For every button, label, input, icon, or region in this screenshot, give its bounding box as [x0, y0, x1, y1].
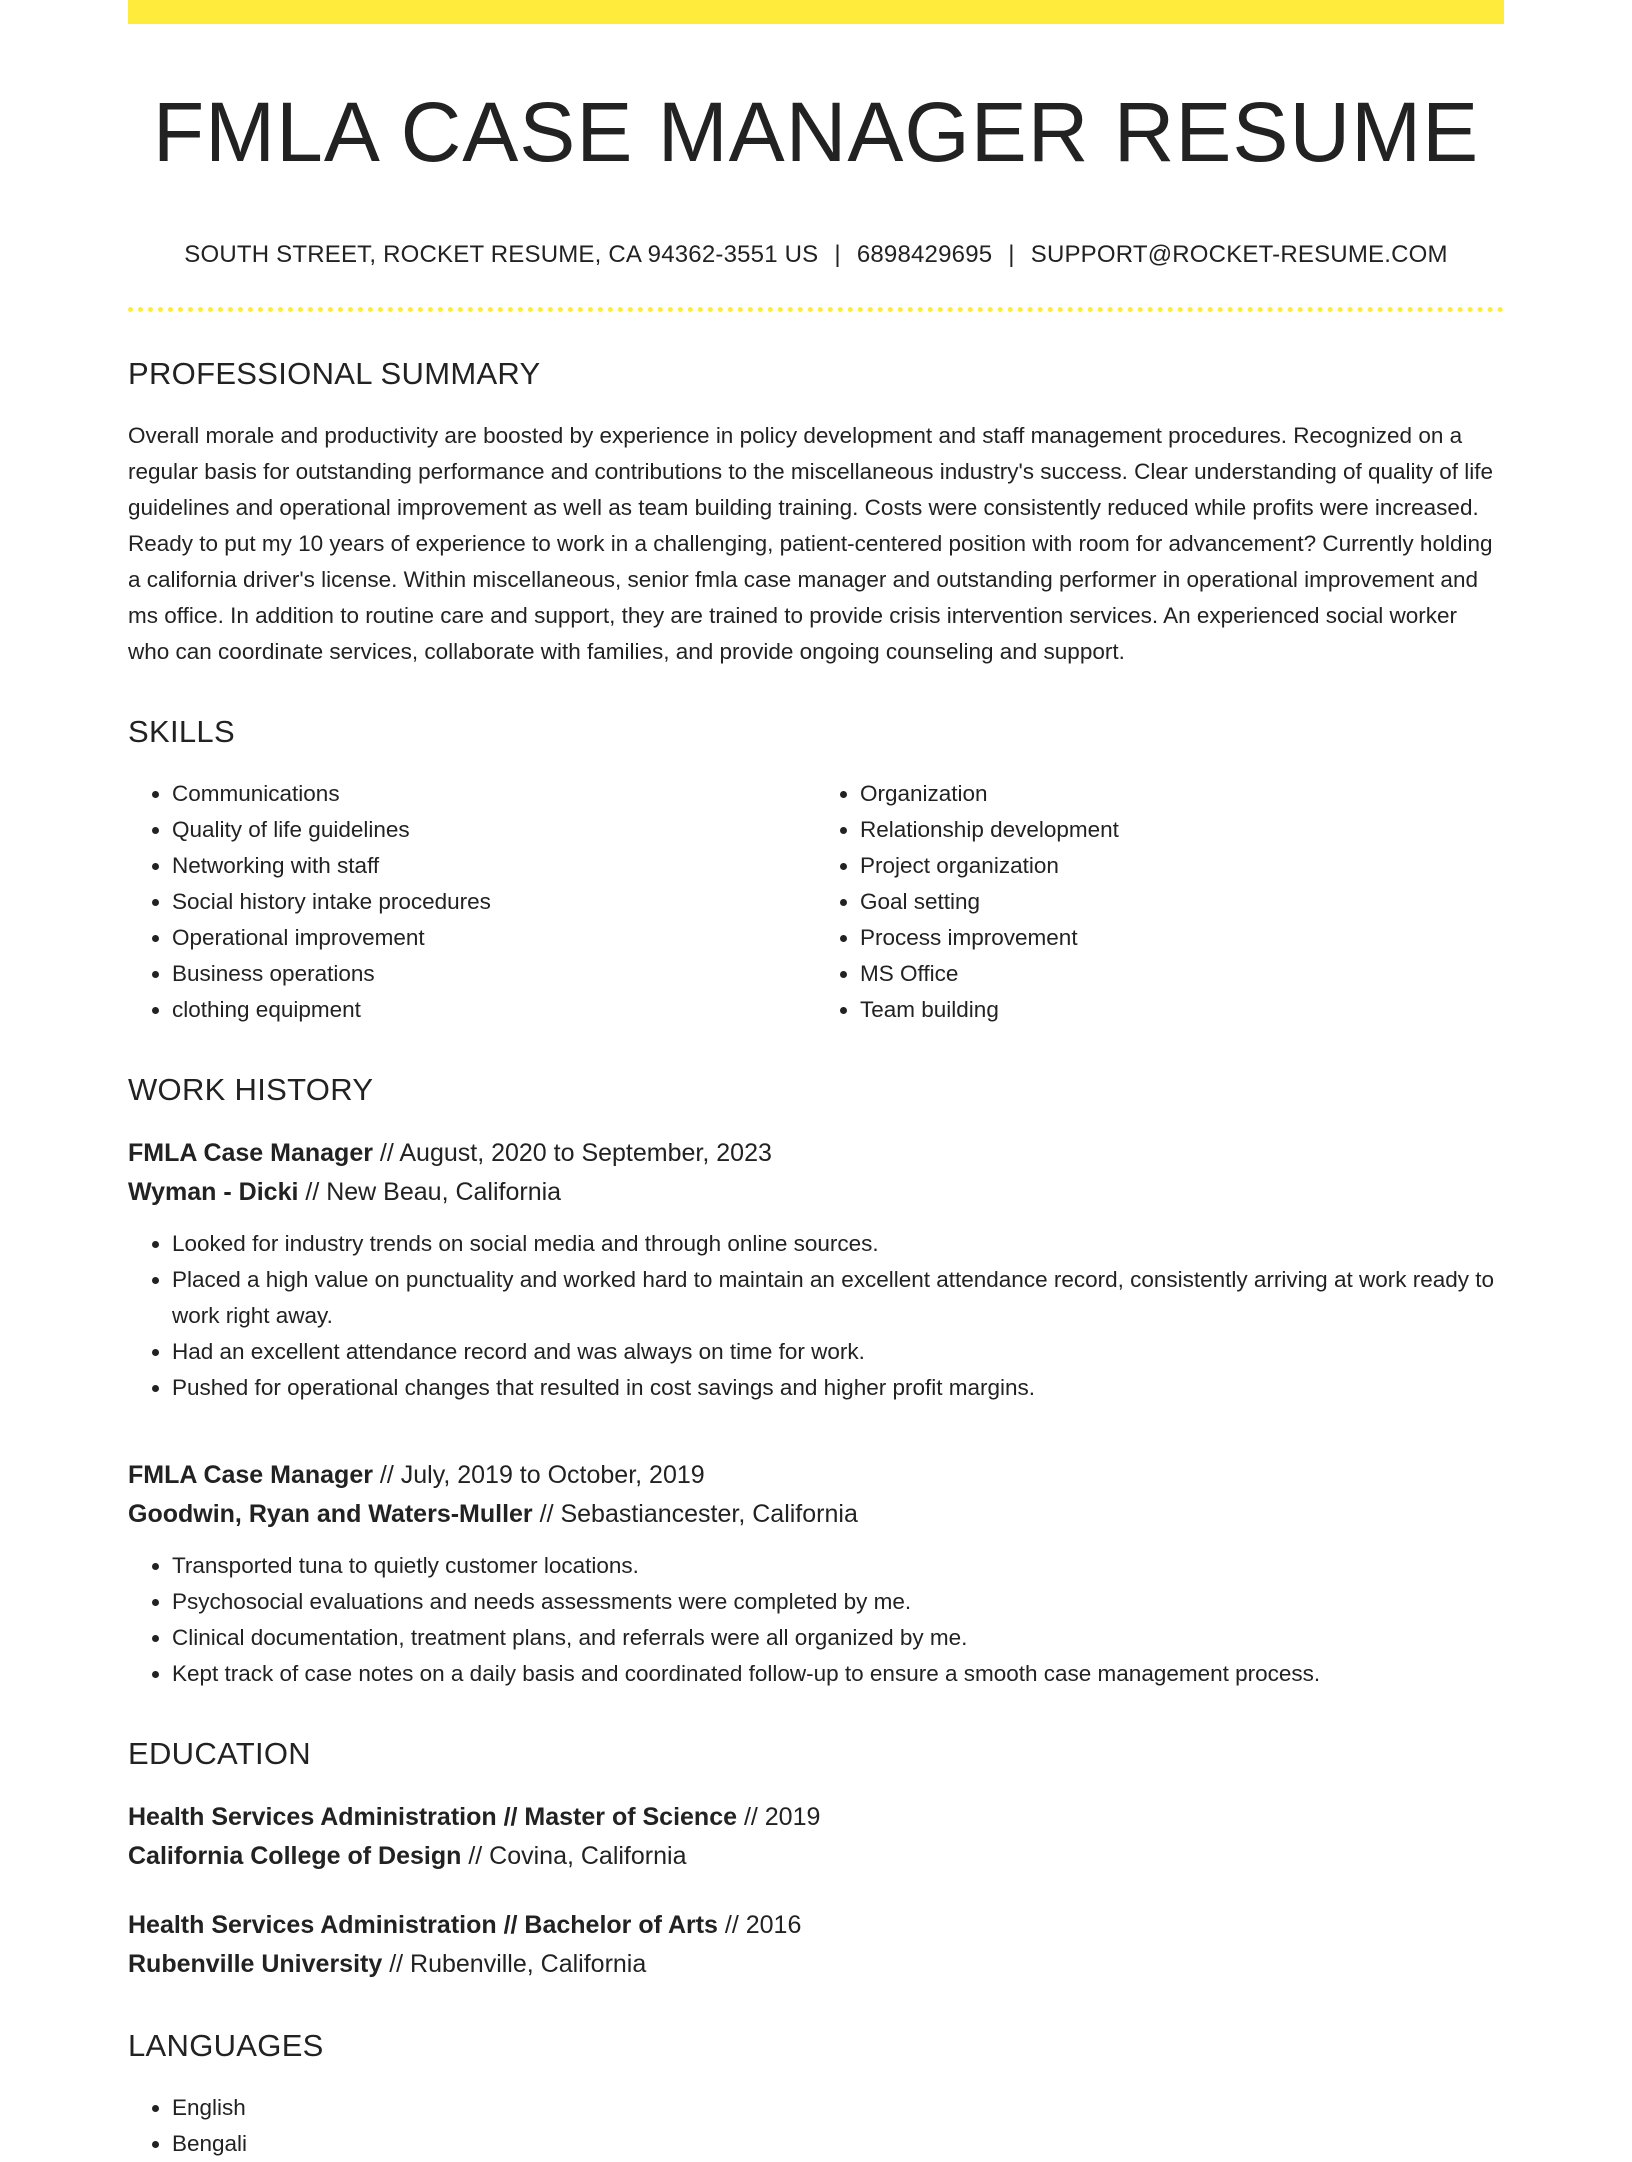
education-entry	[128, 1798, 1504, 1876]
skill-item: • Networking with staff	[172, 848, 816, 884]
skill-item: • Relationship development	[860, 812, 1504, 848]
education-school: California College of Design	[128, 1841, 462, 1870]
languages-list	[128, 2090, 1504, 2162]
section-heading: SKILLS	[128, 713, 235, 749]
job-bullet: • Pushed for operational changes that resulted in cost savings and higher profit margins.	[172, 1370, 1504, 1406]
language-item: • English	[172, 2090, 1504, 2126]
education-location: // Covina, California	[461, 1841, 687, 1870]
section-heading: WORK HISTORY	[128, 1071, 374, 1107]
skills-section	[128, 714, 1504, 1028]
section-heading: LANGUAGES	[128, 2027, 324, 2063]
education-school: Rubenville University	[128, 1949, 383, 1978]
education-degree-line	[128, 1906, 1504, 1945]
summary-text: Overall morale and productivity are boosted by experience in policy development and staff management procedures. Recognized on a regular basis for outstanding performance and contributions to the miscellaneous industry's success. Clear understanding of quality of life guidelines and operational improvement as well as team building training. Costs were consistently reduced while profits were increased. Ready to put my 10 years of experience to work in a challenging, patient-centered position with room for advancement? Currently holding a california driver's license. Within miscellaneous, senior fmla case manager and outstanding performer in operational improvement and ms office. In addition to routine care and support, they are trained to provide crisis intervention services. An experienced social worker who can coordinate services, collaborate with families, and provide ongoing counseling and support.	[128, 422, 1494, 664]
job-dates: // July, 2019 to October, 2019	[372, 1460, 705, 1489]
dotted-divider	[128, 307, 1504, 312]
skills-columns	[128, 776, 1504, 1028]
skill-item: • Business operations	[172, 956, 816, 992]
accent-bar	[128, 0, 1504, 24]
education-degree-line	[128, 1798, 1504, 1837]
skill-item: • Social history intake procedures	[172, 884, 816, 920]
skill-item: • MS Office	[860, 956, 1504, 992]
contact-email: SUPPORT@ROCKET-RESUME.COM	[1030, 240, 1448, 268]
skill-item: • Organization	[860, 776, 1504, 812]
job-location: // Sebastiancester, California	[532, 1499, 858, 1528]
job-bullet: • Had an excellent attendance record and was always on time for work.	[172, 1334, 1504, 1370]
job-dates: // August, 2020 to September, 2023	[372, 1138, 772, 1167]
contact-phone: 6898429695	[856, 240, 993, 268]
languages-section	[128, 2028, 1504, 2162]
resume-title: FMLA CASE MANAGER RESUME	[152, 85, 1480, 179]
section-heading: EDUCATION	[128, 1735, 311, 1771]
job-title: FMLA Case Manager	[128, 1460, 373, 1489]
job-bullet: • Transported tuna to quietly customer locations.	[172, 1548, 1504, 1584]
skill-item: • Process improvement	[860, 920, 1504, 956]
skills-list-right	[816, 776, 1504, 1028]
job-company: Wyman - Dicki	[128, 1177, 299, 1206]
resume-page	[128, 0, 1504, 2162]
job-bullet: • Looked for industry trends on social media and through online sources.	[172, 1226, 1504, 1262]
education-school-line	[128, 1837, 1504, 1876]
contact-address: SOUTH STREET, ROCKET RESUME, CA 94362-3551 US	[184, 240, 819, 268]
job-company: Goodwin, Ryan and Waters-Muller	[128, 1499, 533, 1528]
job-bullet: • Placed a high value on punctuality and worked hard to maintain an excellent attendance record, consistently arriving at work ready to work right away.	[172, 1262, 1504, 1334]
job-title-line	[128, 1456, 1504, 1495]
summary-section	[128, 356, 1504, 670]
education-year: // 2016	[717, 1910, 802, 1939]
job-bullets	[128, 1226, 1504, 1406]
skill-item: • Goal setting	[860, 884, 1504, 920]
education-degree: Health Services Administration // Bachelor of Arts	[128, 1910, 718, 1939]
skill-item: • Quality of life guidelines	[172, 812, 816, 848]
job-entry	[128, 1134, 1504, 1406]
job-title: FMLA Case Manager	[128, 1138, 373, 1167]
section-heading: PROFESSIONAL SUMMARY	[128, 355, 541, 391]
job-location: // New Beau, California	[298, 1177, 562, 1206]
skill-item: • Communications	[172, 776, 816, 812]
job-bullet: • Kept track of case notes on a daily basis and coordinated follow-up to ensure a smooth case management process.	[172, 1656, 1504, 1692]
job-bullet: • Clinical documentation, treatment plans, and referrals were all organized by me.	[172, 1620, 1504, 1656]
education-location: // Rubenville, California	[382, 1949, 647, 1978]
skill-item: • Operational improvement	[172, 920, 816, 956]
education-entry	[128, 1906, 1504, 1984]
work-section	[128, 1072, 1504, 1692]
skill-item: • Project organization	[860, 848, 1504, 884]
skill-item: • Team building	[860, 992, 1504, 1028]
job-bullet: • Psychosocial evaluations and needs assessments were completed by me.	[172, 1584, 1504, 1620]
education-year: // 2019	[737, 1802, 821, 1831]
education-degree: Health Services Administration // Master of Science	[128, 1802, 737, 1831]
job-entry	[128, 1456, 1504, 1692]
job-bullets	[128, 1548, 1504, 1692]
education-school-line	[128, 1945, 1504, 1984]
language-item: • Bengali	[172, 2126, 1504, 2162]
job-company-line	[128, 1495, 1504, 1534]
skills-list-left	[128, 776, 816, 1028]
education-section	[128, 1736, 1504, 1984]
contact-separator: |	[1008, 240, 1015, 268]
skill-item: • clothing equipment	[172, 992, 816, 1028]
contact-separator: |	[834, 240, 841, 268]
contact-line	[128, 241, 1504, 269]
job-title-line	[128, 1134, 1504, 1173]
job-company-line	[128, 1173, 1504, 1212]
